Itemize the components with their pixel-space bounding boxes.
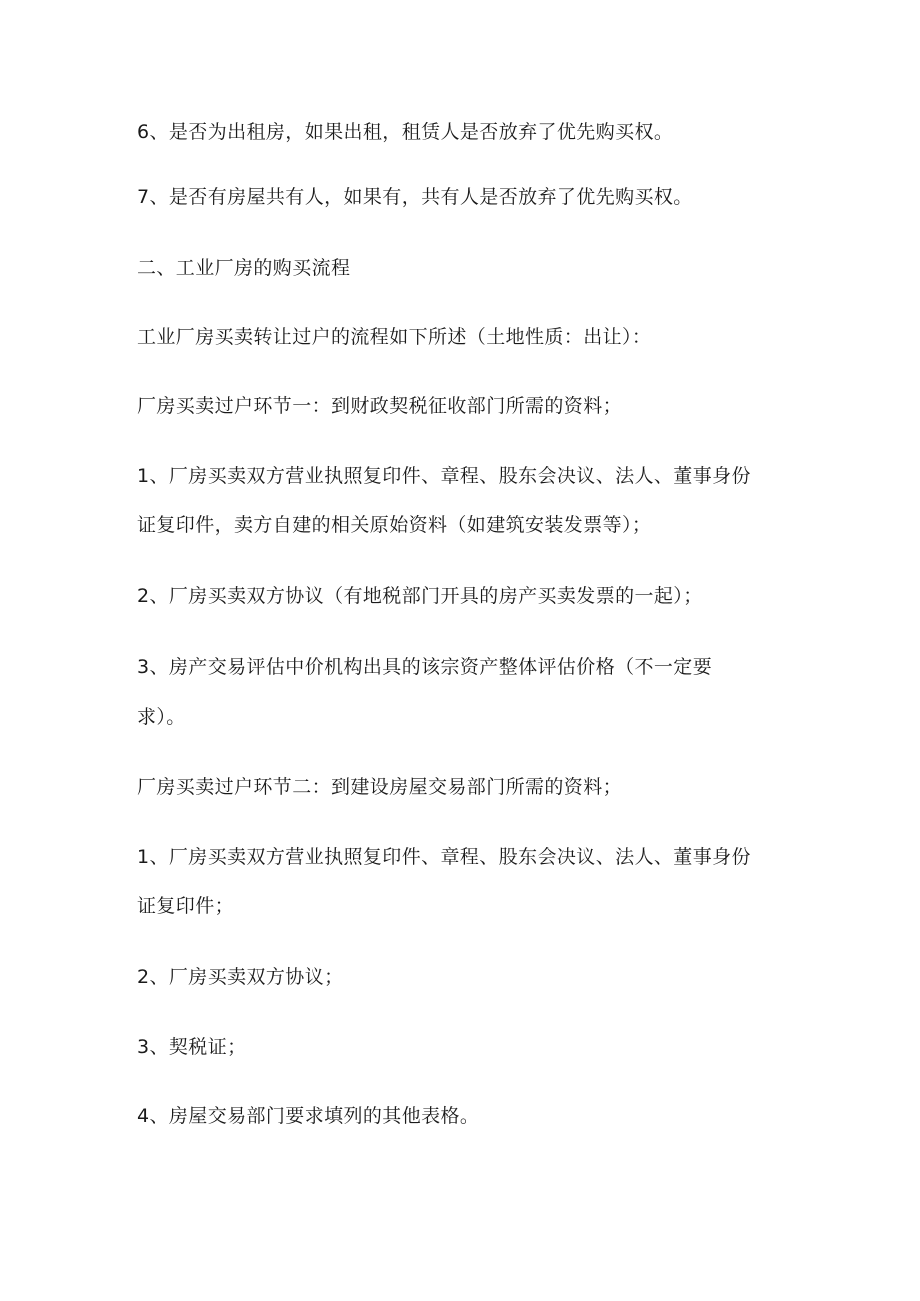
item-7-co-owner: 7、是否有房屋共有人，如果有，共有人是否放弃了优先购买权。 xyxy=(137,186,693,208)
item-6-rental-status: 6、是否为出租房，如果出租，租赁人是否放弃了优先购买权。 xyxy=(137,121,674,143)
step-two-item-3: 3、契税证； xyxy=(137,1036,247,1058)
step-two-item-4: 4、房屋交易部门要求填列的其他表格。 xyxy=(137,1105,480,1127)
process-intro: 工业厂房买卖转让过户的流程如下所述（土地性质：出让）： xyxy=(137,326,652,348)
step-one-item-3-line-1: 3、房产交易评估中价机构出具的该宗资产整体评估价格（不一定要 xyxy=(137,656,713,678)
step-two-item-1-line-1: 1、厂房买卖双方营业执照复印件、章程、股东会决议、法人、董事身份 xyxy=(137,846,751,868)
step-one-item-1-line-2: 证复印件，卖方自建的相关原始资料（如建筑安装发票等）； xyxy=(137,514,652,536)
section-heading: 二、工业厂房的购买流程 xyxy=(137,257,351,279)
step-one-heading: 厂房买卖过户环节一：到财政契税征收部门所需的资料； xyxy=(137,395,623,417)
step-two-item-2: 2、厂房买卖双方协议； xyxy=(137,966,344,988)
step-one-item-1-line-1: 1、厂房买卖双方营业执照复印件、章程、股东会决议、法人、董事身份 xyxy=(137,465,751,487)
step-two-heading: 厂房买卖过户环节二：到建设房屋交易部门所需的资料； xyxy=(137,776,623,798)
step-one-item-3-line-2: 求）。 xyxy=(137,706,186,728)
step-two-item-1-line-2: 证复印件； xyxy=(137,895,235,917)
step-one-item-2: 2、厂房买卖双方协议（有地税部门开具的房产买卖发票的一起）； xyxy=(137,585,703,607)
